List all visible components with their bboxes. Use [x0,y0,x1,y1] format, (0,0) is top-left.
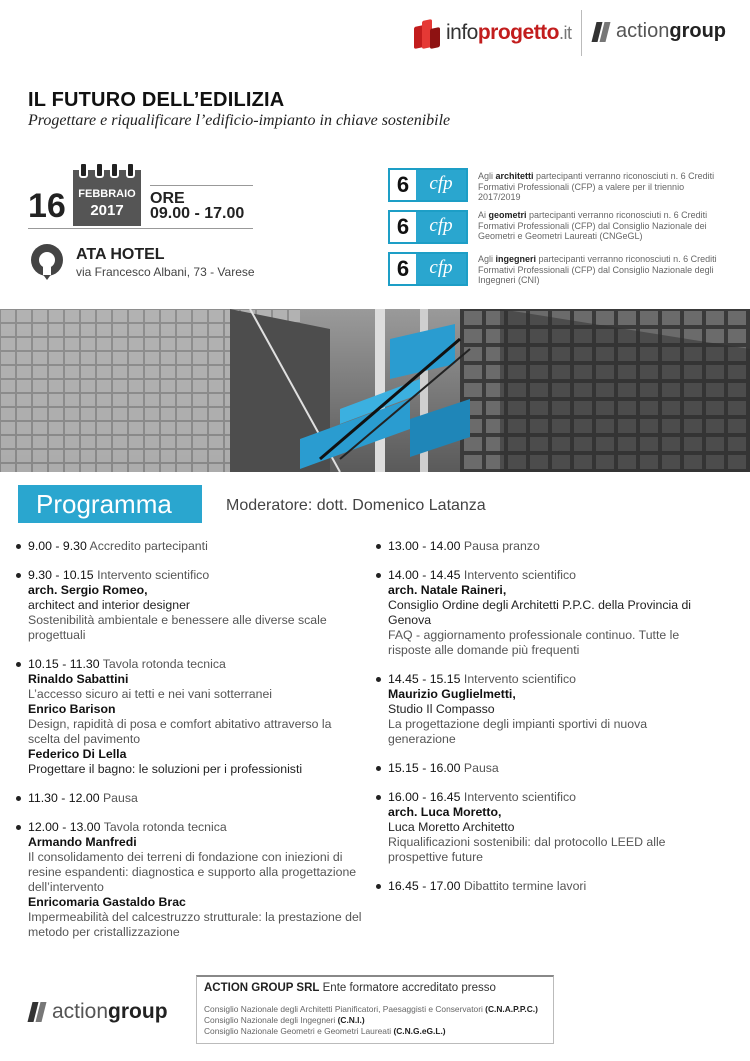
event-year: 2017 [90,202,124,219]
accreditation-line: Consiglio Nazionale degli Ingegneri (C.N.I.) [204,1015,365,1025]
speaker-name: Enricomaria Gastaldo Brac [28,895,186,909]
program-item: 13.00 - 14.00 Pausa pranzo [374,539,714,554]
talk-topic: Design, rapidità di posa e comfort abitativo attraverso la scelta del pavimento [28,717,332,746]
event-month: FEBBRAIO [78,188,136,200]
accreditation-list [204,1004,538,1037]
talk-topic: Progettare il bagno: le soluzioni per i professionisti [28,762,303,776]
speaker-name: Enrico Barison [28,702,116,716]
location-pin-icon [28,243,66,281]
cfp-unit: cfp [416,212,466,242]
talk-topic: Il consolidamento dei terreni di fondazione con iniezioni di resine espandenti: diagnostica e supporto alla progettazione dell’intervento [28,850,357,894]
speaker-name: Rinaldo Sabattini [28,672,129,686]
program-column-right [374,539,714,908]
date-divider-top [150,185,253,186]
speaker-role: Luca Moretto Architetto [388,820,515,834]
cfp-number: 6 [390,170,416,200]
event-title: IL FUTURO DELL’EDILIZIA [28,89,285,111]
header-divider [581,10,582,56]
talk-topic: Impermeabilità del calcestruzzo strutturale: la prestazione del metodo per cristallizzazione [28,910,362,939]
actiongroup-logo-text: actiongroup [52,1000,168,1023]
program-item: 16.00 - 16.45 Intervento scientifico arch. Luca Moretto, Luca Moretto Architetto Riqualificazioni sostenibili: dal protocollo LEED alle prospettive future [374,790,714,865]
program-item: 9.30 - 10.15 Intervento scientifico arch. Sergio Romeo, architect and interior designer Sostenibilità ambientale e benessere alle diverse scale progettuali [14,568,364,643]
venue-name: ATA HOTEL [76,246,165,263]
cfp-unit: cfp [416,254,466,284]
accreditation-line: Consiglio Nazionale degli Architetti Pianificatori, Paesaggisti e Conservatori (C.N.A.P.P.C.) [204,1004,538,1014]
program-item: 14.45 - 15.15 Intervento scientifico Maurizio Guglielmetti, Studio Il Compasso La progettazione degli impianti sportivi di nuova generazione [374,672,714,747]
event-day: 16 [28,187,66,225]
infoprogetto-logo-text: infoprogetto.it [446,21,572,44]
cfp-number: 6 [390,212,416,242]
building-photo [0,309,750,472]
talk-topic: Riqualificazioni sostenibili: dal protocollo LEED alle prospettive future [388,835,666,864]
program-item: 14.00 - 14.45 Intervento scientifico arch. Natale Raineri, Consiglio Ordine degli Architetti P.P.C. della Provincia di Genova FAQ - aggiornamento professionale continuo. Tutte le risposte alle domande più frequenti [374,568,714,658]
talk-topic: Sostenibilità ambientale e benessere alle diverse scale progettuali [28,613,327,642]
cfp-text-geometri: Ai geometri partecipanti verranno riconosciuti n. 6 Crediti Formativi Professionali (CFP) dal Consiglio Nazionale dei Geometri e Geometri Laureati (CNGeGL) [478,210,708,241]
program-item: 10.15 - 11.30 Tavola rotonda tecnica Rinaldo Sabattini L’accesso sicuro ai tetti e nei vani sotterranei Enrico Barison Design, rapidità di posa e comfort abitativo attraverso la scelta del pavimento Federico Di Lella Progettare il bagno: le soluzioni per i professionisti [14,657,364,777]
speaker-role: Studio Il Compasso [388,702,495,716]
date-divider [28,228,253,229]
cfp-badge-ingegneri [388,252,468,286]
talk-topic: FAQ - aggiornamento professionale continuo. Tutte le risposte alle domande più frequenti [388,628,680,657]
talk-topic: L’accesso sicuro ai tetti e nei vani sotterranei [28,687,273,701]
program-item: 12.00 - 13.00 Tavola rotonda tecnica Armando Manfredi Il consolidamento dei terreni di fondazione con iniezioni di resine espandenti: diagnostica e supporto alla progettazione dell’intervento Enricomaria Gastaldo Brac Impermeabilità del calcestruzzo strutturale: la prestazione del metodo per cristallizzazione [14,820,364,940]
program-item: 9.00 - 9.30 Accredito partecipanti [14,539,364,554]
cfp-text-ingegneri: Agli ingegneri partecipanti verranno riconosciuti n. 6 Crediti Formativi Professionali (CFP) dal Consiglio Nazionale degli Ingegneri (CNI) [478,254,717,285]
speaker-name: arch. Sergio Romeo, [28,583,148,597]
accreditation-heading: ACTION GROUP SRL Ente formatore accreditato presso [204,982,496,994]
footer-actiongroup-logo [28,1000,168,1024]
event-subtitle: Progettare e riqualificare l’edificio-impianto in chiave sostenibile [28,112,451,129]
cfp-badge-geometri [388,210,468,244]
talk-topic: La progettazione degli impianti sportivi di nuova generazione [388,717,648,746]
speaker-name: Federico Di Lella [28,747,127,761]
actiongroup-logo-mark [592,22,610,42]
speaker-role: architect and interior designer [28,598,190,612]
program-item: 16.45 - 17.00 Dibattito termine lavori [374,879,714,894]
actiongroup-logo-mark [28,1002,46,1022]
actiongroup-logo-text: actiongroup [616,20,727,42]
moderator: Moderatore: dott. Domenico Latanza [226,497,486,514]
program-heading: Programma [18,485,202,523]
program-item: 15.15 - 16.00 Pausa [374,761,714,776]
accreditation-line: Consiglio Nazionale Geometri e Geometri Laureati (C.N.G.eG.L.) [204,1026,446,1036]
program-column-left [14,539,364,954]
calendar-icon [73,170,141,226]
venue-address: via Francesco Albani, 73 - Varese [76,265,255,279]
cfp-text-architetti: Agli architetti partecipanti verranno riconosciuti n. 6 Crediti Formativi Professionali (CFP) a valere per il triennio 2017/2019 [478,171,715,202]
cfp-unit: cfp [416,170,466,200]
program-item: 11.30 - 12.00 Pausa [14,791,364,806]
cfp-number: 6 [390,254,416,284]
speaker-name: arch. Natale Raineri, [388,583,507,597]
infoprogetto-logo-mark [414,18,442,48]
actiongroup-logo [592,20,726,43]
speaker-role: Consiglio Ordine degli Architetti P.P.C. della Provincia di Genova [388,598,692,627]
speaker-name: Maurizio Guglielmetti, [388,687,516,701]
speaker-name: Armando Manfredi [28,835,137,849]
event-time [150,191,244,221]
infoprogetto-logo [414,16,572,50]
cfp-badge-architetti [388,168,468,202]
time-label: ORE [150,190,185,207]
time-range: 09.00 - 17.00 [150,205,245,222]
speaker-name: arch. Luca Moretto, [388,805,502,819]
